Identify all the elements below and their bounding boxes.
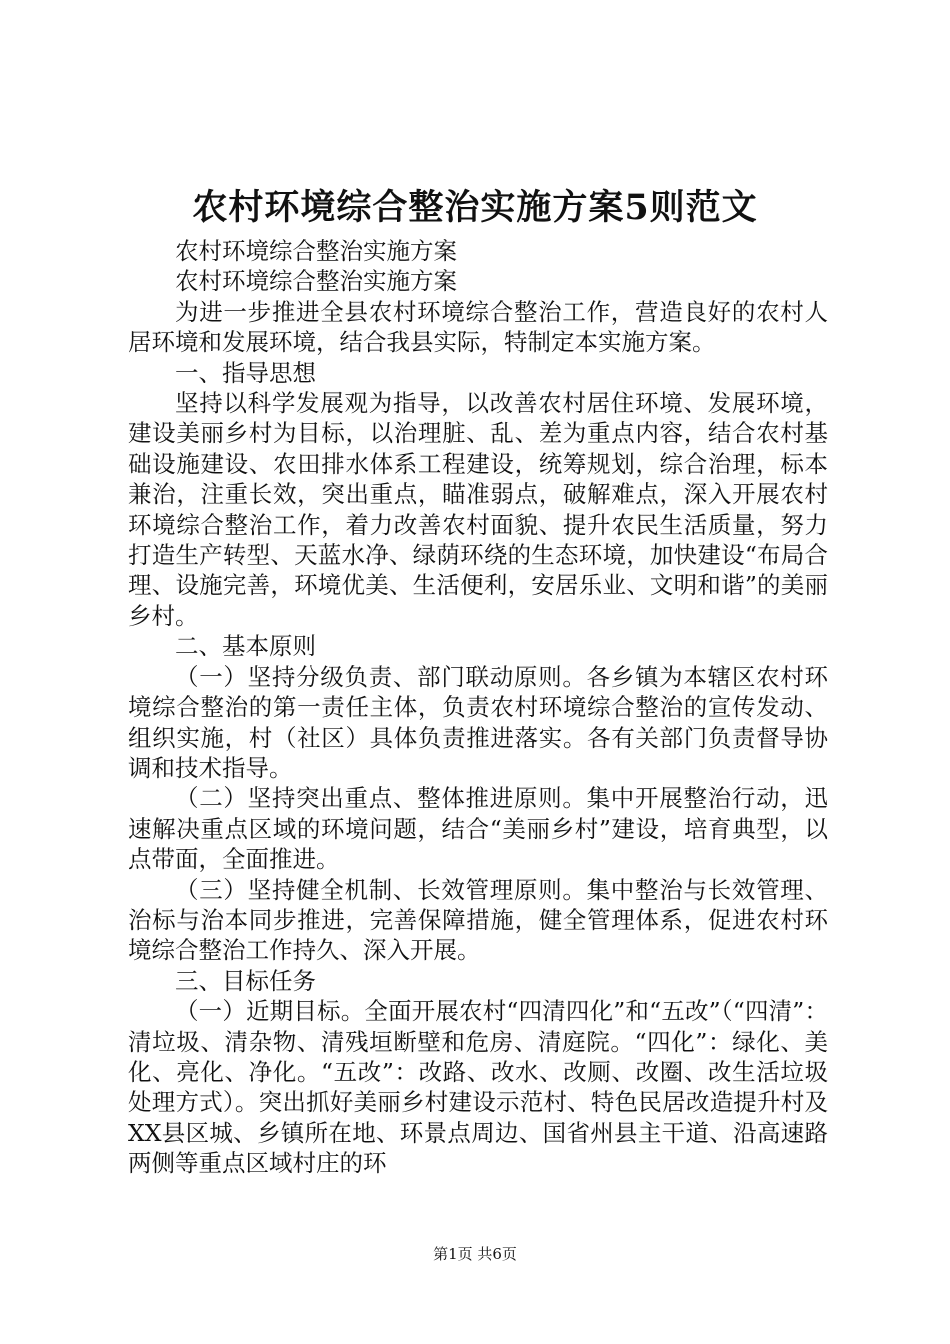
paragraph: （二）坚持突出重点、整体推进原则。集中开展整治行动，迅速解决重点区域的环境问题，结合“美丽乡村”建设，培育典型，以点带面，全面推进。 [128, 784, 828, 874]
section-heading: 二、基本原则 [175, 632, 316, 661]
paragraph: 农村环境综合整治实施方案 [175, 267, 457, 296]
paragraph: （一）近期目标。全面开展农村“四清四化”和“五改”（“四清”：清垃圾、清杂物、清残垣断壁和危房、清庭院。“四化”：绿化、美化、亮化、净化。“五改”：改路、改水、改厕、改圈、改生活垃圾处理方式）。突出抓好美丽乡村建设示范村、特色民居改造提升村及XX县区城、乡镇所在地、环景点周边、国省州县主干道、沿高速路两侧等重点区域村庄的环 [128, 997, 828, 1178]
paragraph: （三）坚持健全机制、长效管理原则。集中整治与长效管理、治标与治本同步推进，完善保障措施，健全管理体系，促进农村环境综合整治工作持久、深入开展。 [128, 875, 828, 965]
document-title: 农村环境综合整治实施方案5则范文 [192, 187, 758, 228]
paragraph: 为进一步推进全县农村环境综合整治工作，营造良好的农村人居环境和发展环境，结合我县实际，特制定本实施方案。 [128, 297, 828, 357]
document-body [128, 236, 828, 1179]
page-number-footer: 第1页 共6页 [433, 1245, 517, 1263]
paragraph: （一）坚持分级负责、部门联动原则。各乡镇为本辖区农村环境综合整治的第一责任主体，负责农村环境综合整治的宣传发动、组织实施，村（社区）具体负责推进落实。各有关部门负责督导协调和技术指导。 [128, 662, 828, 782]
section-heading: 一、指导思想 [175, 358, 316, 387]
paragraph: 坚持以科学发展观为指导，以改善农村居住环境、发展环境，建设美丽乡村为目标，以治理脏、乱、差为重点内容，结合农村基础设施建设、农田排水体系工程建设，统筹规划，综合治理，标本兼治，注重长效，突出重点，瞄准弱点，破解难点，深入开展农村环境综合整治工作，着力改善农村面貌、提升农民生活质量，努力打造生产转型、天蓝水净、绿荫环绕的生态环境，加快建设“布局合理、设施完善，环境优美、生活便利，安居乐业、文明和谐”的美丽乡村。 [128, 389, 828, 630]
paragraph: 农村环境综合整治实施方案 [175, 237, 457, 265]
section-heading: 三、目标任务 [175, 966, 316, 995]
